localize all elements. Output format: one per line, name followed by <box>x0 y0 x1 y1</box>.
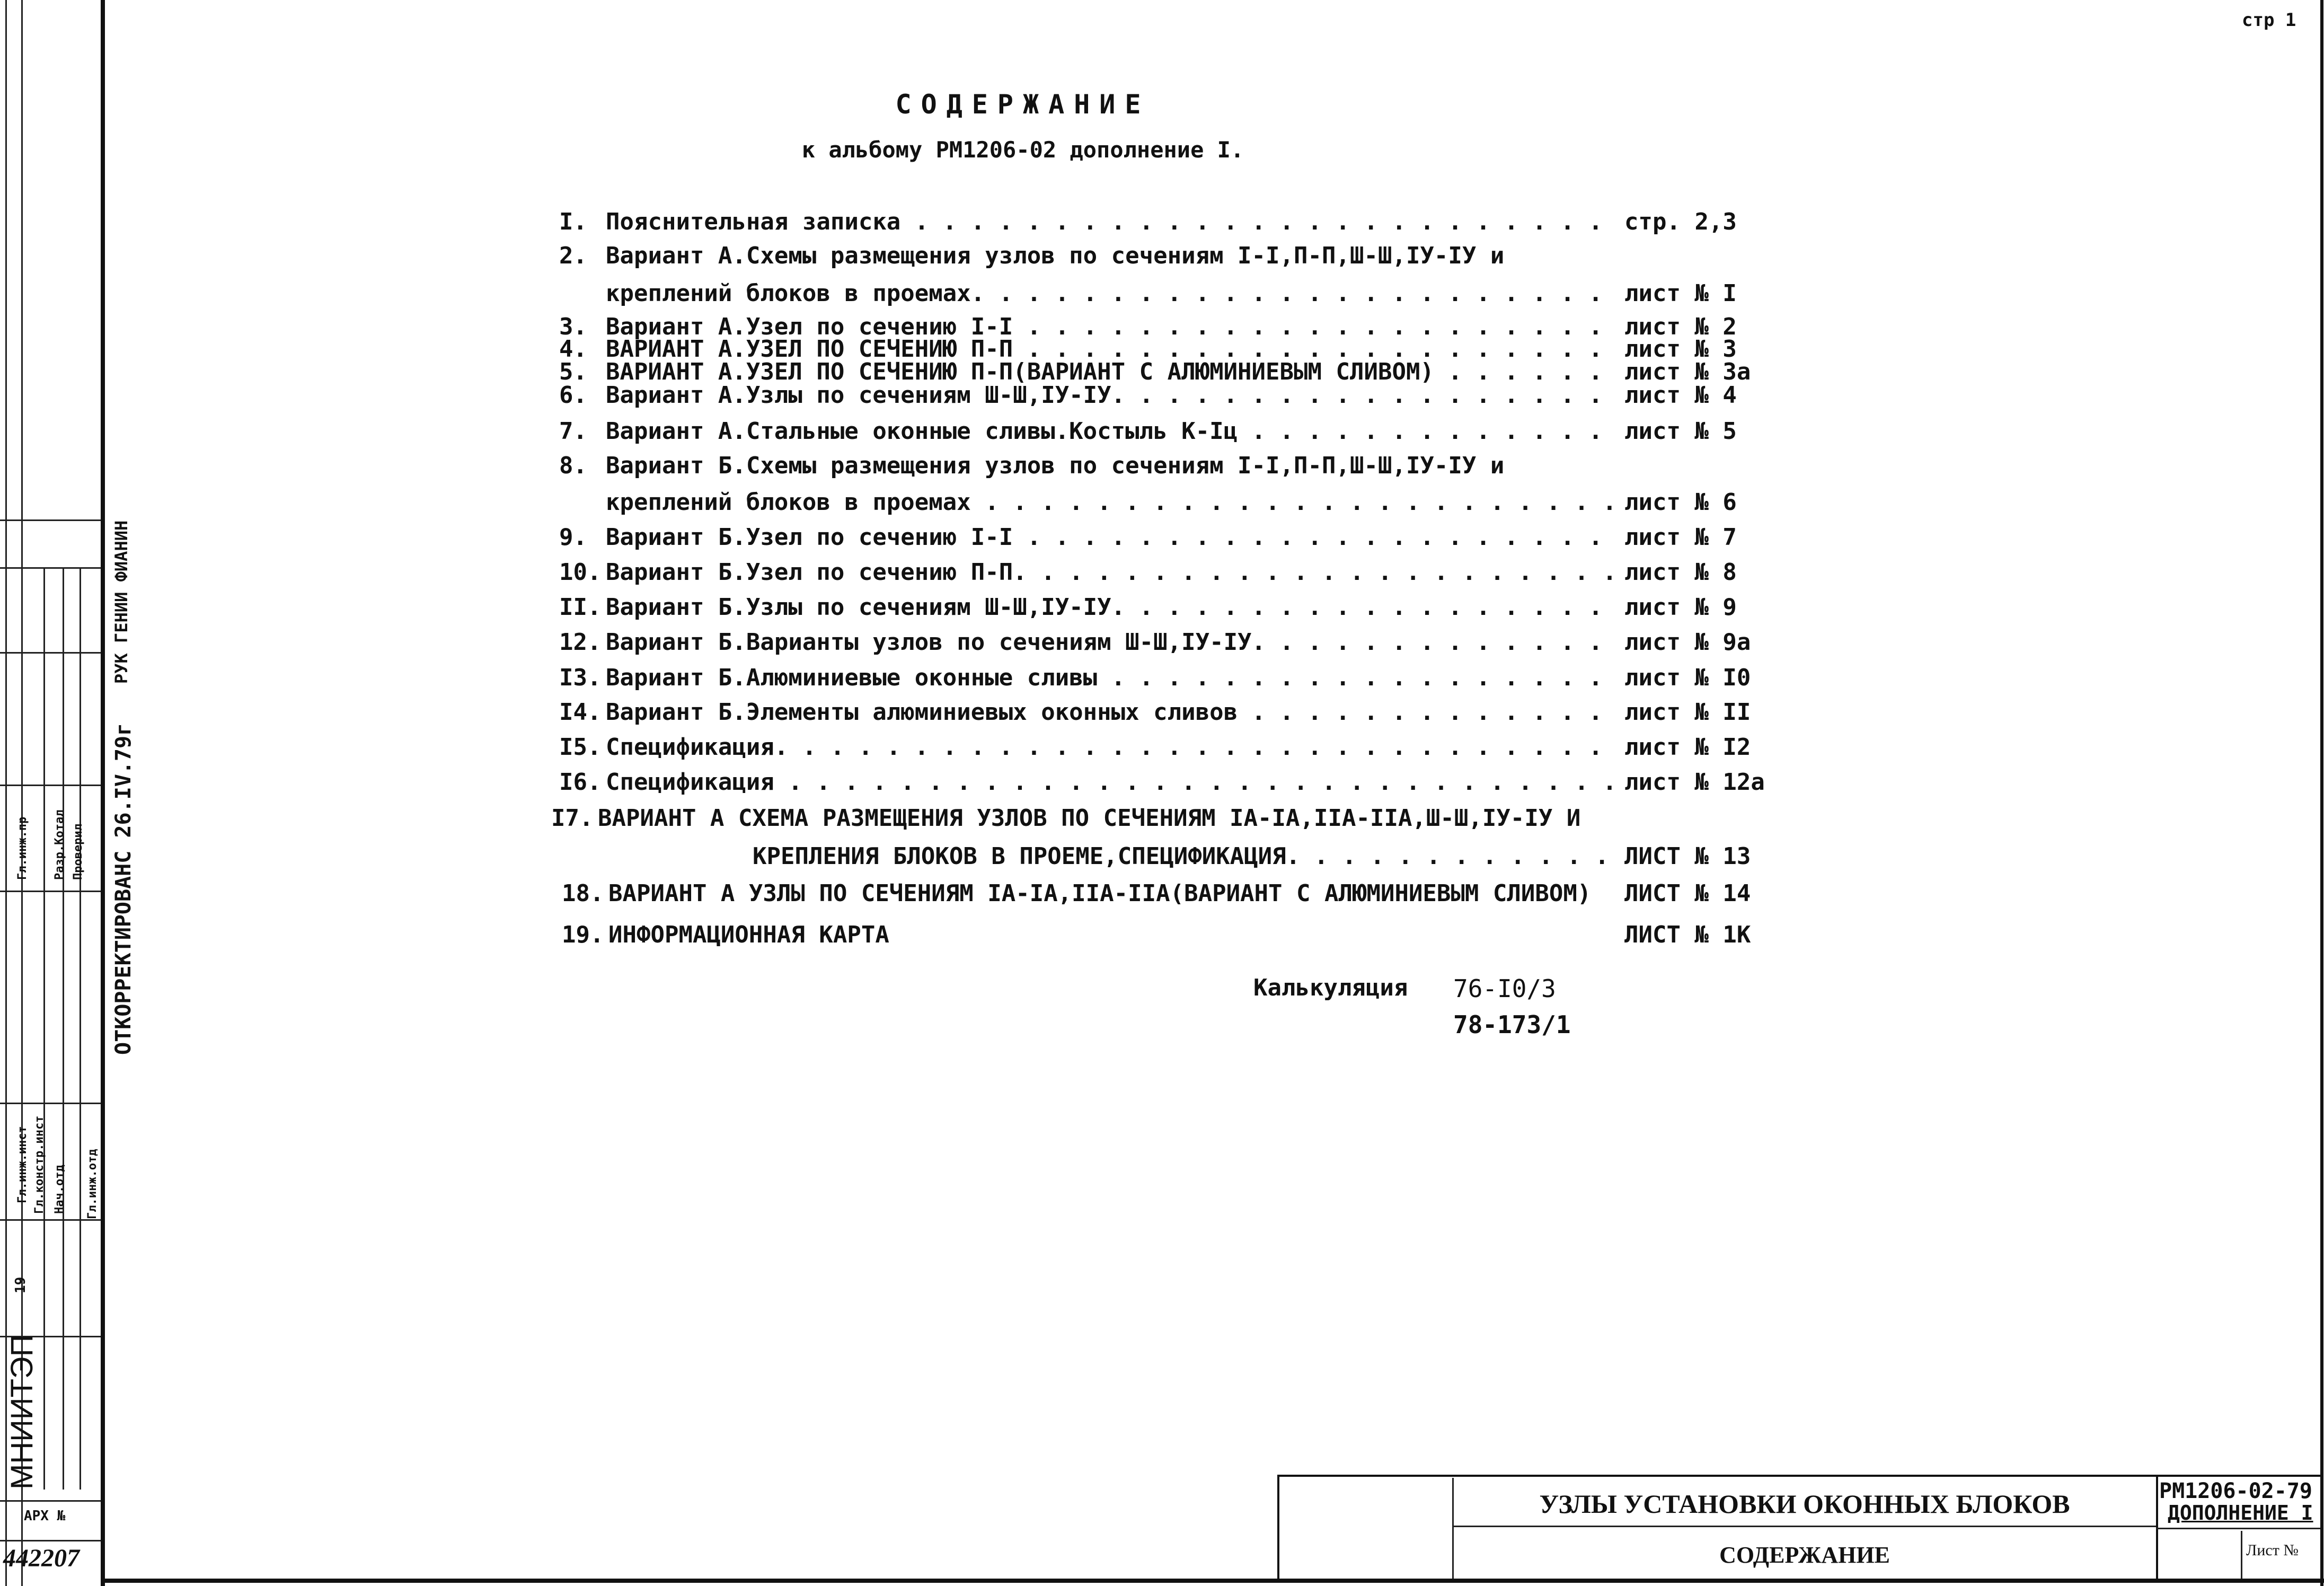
archive-label: АРХ № <box>24 1508 66 1524</box>
toc-item: 4. ВАРИАНТ А.УЗЕЛ ПО СЕЧЕНИЮ П-П . . . лист № 3 <box>559 336 1778 367</box>
toc-item: I5. Спецификация. . . . лист № I2 <box>559 734 1778 765</box>
toc-item-continuation: креплений блоков в проемах . . . лист № 6 <box>559 489 1778 521</box>
toc-item: 9. Вариант Б.Узел по сечению I-I . . . лист № 7 <box>559 524 1778 556</box>
toc-item: I6. Спецификация . . . лист № 12а <box>559 769 1778 800</box>
margin-role-4: Нач.отд <box>53 1165 66 1214</box>
margin-role-3: Гл.констр.инст <box>33 1115 46 1214</box>
toc-item: 10. Вариант Б.Узел по сечению П-П. . . . лист № 8 <box>559 559 1778 591</box>
correction-signer: РУК ГЕНИИ ФИАНИН <box>111 520 131 684</box>
frame-right-border <box>2320 0 2323 1586</box>
margin-role-6: Разр.Котал <box>53 809 66 880</box>
page-number: стр 1 <box>2242 10 2296 31</box>
page-title: СОДЕРЖАНИЕ <box>895 89 1151 120</box>
margin-year: 19 <box>13 1276 29 1293</box>
toc-item: I4. Вариант Б.Элементы алюминиевых оконных сливов . . . лист № II <box>559 699 1778 730</box>
toc-item-continuation: креплений блоков в проемах. . . . лист № I <box>559 280 1778 312</box>
page-subtitle: к альбому РМ1206-02 дополнение I. <box>801 137 1244 163</box>
calculation-value: 76-I0/3 <box>1453 974 1556 1003</box>
correction-note: ОТКОРРЕКТИРОВАНС 26.IV.79г <box>111 722 136 1055</box>
toc-item-continuation: КРЕПЛЕНИЯ БЛОКОВ В ПРОЕМЕ,СПЕЦИФИКАЦИЯ. . . . ЛИСТ № 13 <box>753 843 1778 875</box>
margin-role-7: Проверил <box>72 824 85 880</box>
title-block-name: УЗЛЫ УСТАНОВКИ ОКОННЫХ БЛОКОВ <box>1539 1489 2070 1519</box>
toc-item: 5. ВАРИАНТ А.УЗЕЛ ПО СЕЧЕНИЮ П-П(ВАРИАНТ С АЛЮМИНИЕВЫМ СЛИВОМ) . . . лист № 3а <box>559 358 1778 390</box>
toc-item: 7. Вариант А.Стальные оконные сливы.Костыль К-Iц . . . лист № 5 <box>559 418 1778 450</box>
toc-item: II. Вариант Б.Узлы по сечениям Ш-Ш,IУ-IУ. . . . лист № 9 <box>559 594 1778 625</box>
margin-role-2: Гл.инж.инст <box>16 1126 29 1203</box>
toc-item: 8. Вариант Б.Схемы размещения узлов по сечениям I-I,П-П,Ш-Ш,IУ-IУ и <box>559 452 1505 479</box>
toc-item: 12. Вариант Б.Варианты узлов по сечениям Ш-Ш,IУ-IУ. . . . лист № 9а <box>559 629 1778 660</box>
toc-item: 18. ВАРИАНТ А УЗЛЫ ПО СЕЧЕНИЯМ IА-IА,IIА-IIА(ВАРИАНТ С АЛЮМИНИЕВЫМ СЛИВОМ) ЛИСТ № 14 <box>562 880 1751 907</box>
toc-item: 6. Вариант А.Узлы по сечениям Ш-Ш,IУ-IУ. . . . лист № 4 <box>559 382 1778 413</box>
calculation-label: Калькуляция <box>1253 974 1408 1001</box>
calculation-value: 78-173/1 <box>1453 1010 1571 1039</box>
title-block-sheet-title: СОДЕРЖАНИЕ <box>1719 1542 1890 1568</box>
toc-item: I7. ВАРИАНТ А СХЕМА РАЗМЕЩЕНИЯ УЗЛОВ ПО СЕЧЕНИЯМ IА-IА,IIА-IIА,Ш-Ш,IУ-IУ И <box>551 805 1581 832</box>
margin-role-5: Гл.инж.отд <box>86 1149 99 1219</box>
frame-left-border <box>101 0 105 1586</box>
toc-item: 2. Вариант А.Схемы размещения узлов по сечениям I-I,П-П,Ш-Ш,IУ-IУ и <box>559 242 1505 269</box>
toc-item: 3. Вариант А.Узел по сечению I-I . . . лист № 2 <box>559 313 1778 345</box>
margin-role-1: Гл.инж.пр <box>16 816 29 880</box>
org-name: МНИИТЭП <box>5 1334 39 1490</box>
toc-item: I3. Вариант Б.Алюминиевые оконные сливы . . . лист № I0 <box>559 664 1778 696</box>
toc-item: 19. ИНФОРМАЦИОННАЯ КАРТА ЛИСТ № 1К <box>562 921 1751 948</box>
title-block-code: РМ1206-02-79 <box>2159 1479 2312 1503</box>
archive-number: 442207 <box>3 1544 79 1572</box>
title-block-sheet-label: Лист № <box>2246 1541 2299 1559</box>
toc-item: I. Пояснительная записка . . . стр. 2,3 <box>559 208 1778 240</box>
title-block-code-note: ДОПОЛНЕНИЕ I <box>2168 1501 2313 1525</box>
